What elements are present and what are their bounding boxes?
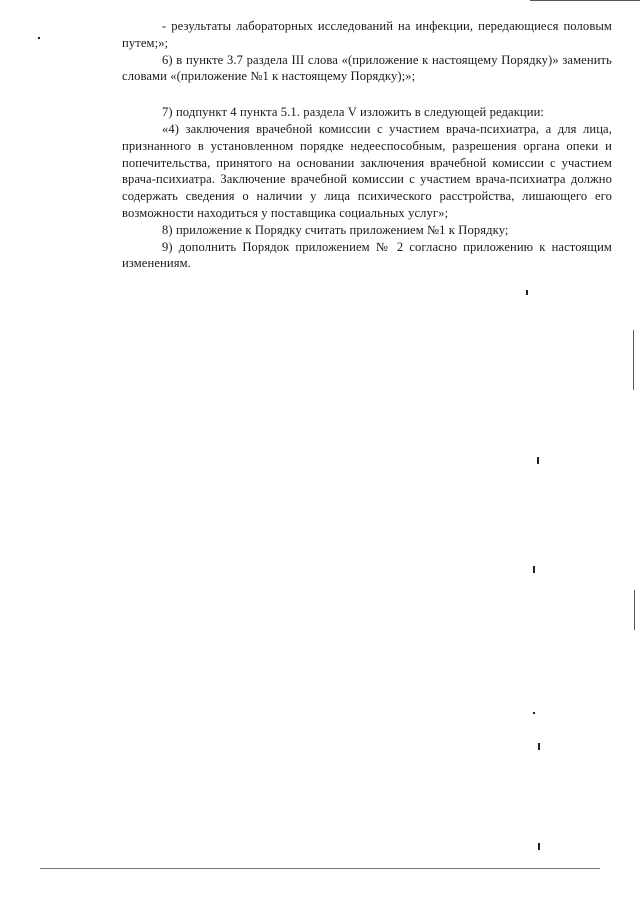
scan-edge-top <box>530 0 640 1</box>
scan-edge-right <box>634 590 635 630</box>
paragraph-item-9: 9) дополнить Порядок приложением № 2 согласно приложению к настоящим изменениям. <box>122 239 612 271</box>
paragraph-item-7-quote: «4) заключения врачебной комиссии с участием врача-психиатра, а для лица, признанного в установленном порядке недееспособным, разрешения органа опеки и попечительства, принятого на основании заключения врачебной комиссии с участием врача-психиатра. Заключение врачебной комиссии с участием врача-психиатра должно содержать сведения о наличии у лица психического расстройства, лишающего его возможности находиться у поставщика социальных услуг»; <box>122 121 612 220</box>
scan-edge-right <box>633 330 634 390</box>
document-body <box>122 18 612 272</box>
paragraph-item-7: 7) подпункт 4 пункта 5.1. раздела V изложить в следующей редакции: <box>162 105 545 120</box>
paragraph-item-6: 6) в пункте 3.7 раздела III слова «(приложение к настоящему Порядку)» заменить словами «(приложение №1 к настоящему Порядку);»; <box>122 52 612 84</box>
scan-edge-bottom <box>40 868 600 869</box>
paragraph-item-8: 8) приложение к Порядку считать приложением №1 к Порядку; <box>162 222 509 237</box>
scan-speck <box>38 37 40 39</box>
scan-speck <box>533 566 535 573</box>
scan-speck <box>538 843 540 850</box>
scan-speck <box>538 743 540 750</box>
scan-speck <box>526 290 528 295</box>
paragraph-lab-results: - результаты лабораторных исследований на инфекции, передающиеся половым путем;»; <box>122 19 612 50</box>
scan-speck <box>533 712 535 714</box>
scan-speck <box>537 457 539 464</box>
paragraph-spacer <box>122 85 612 104</box>
